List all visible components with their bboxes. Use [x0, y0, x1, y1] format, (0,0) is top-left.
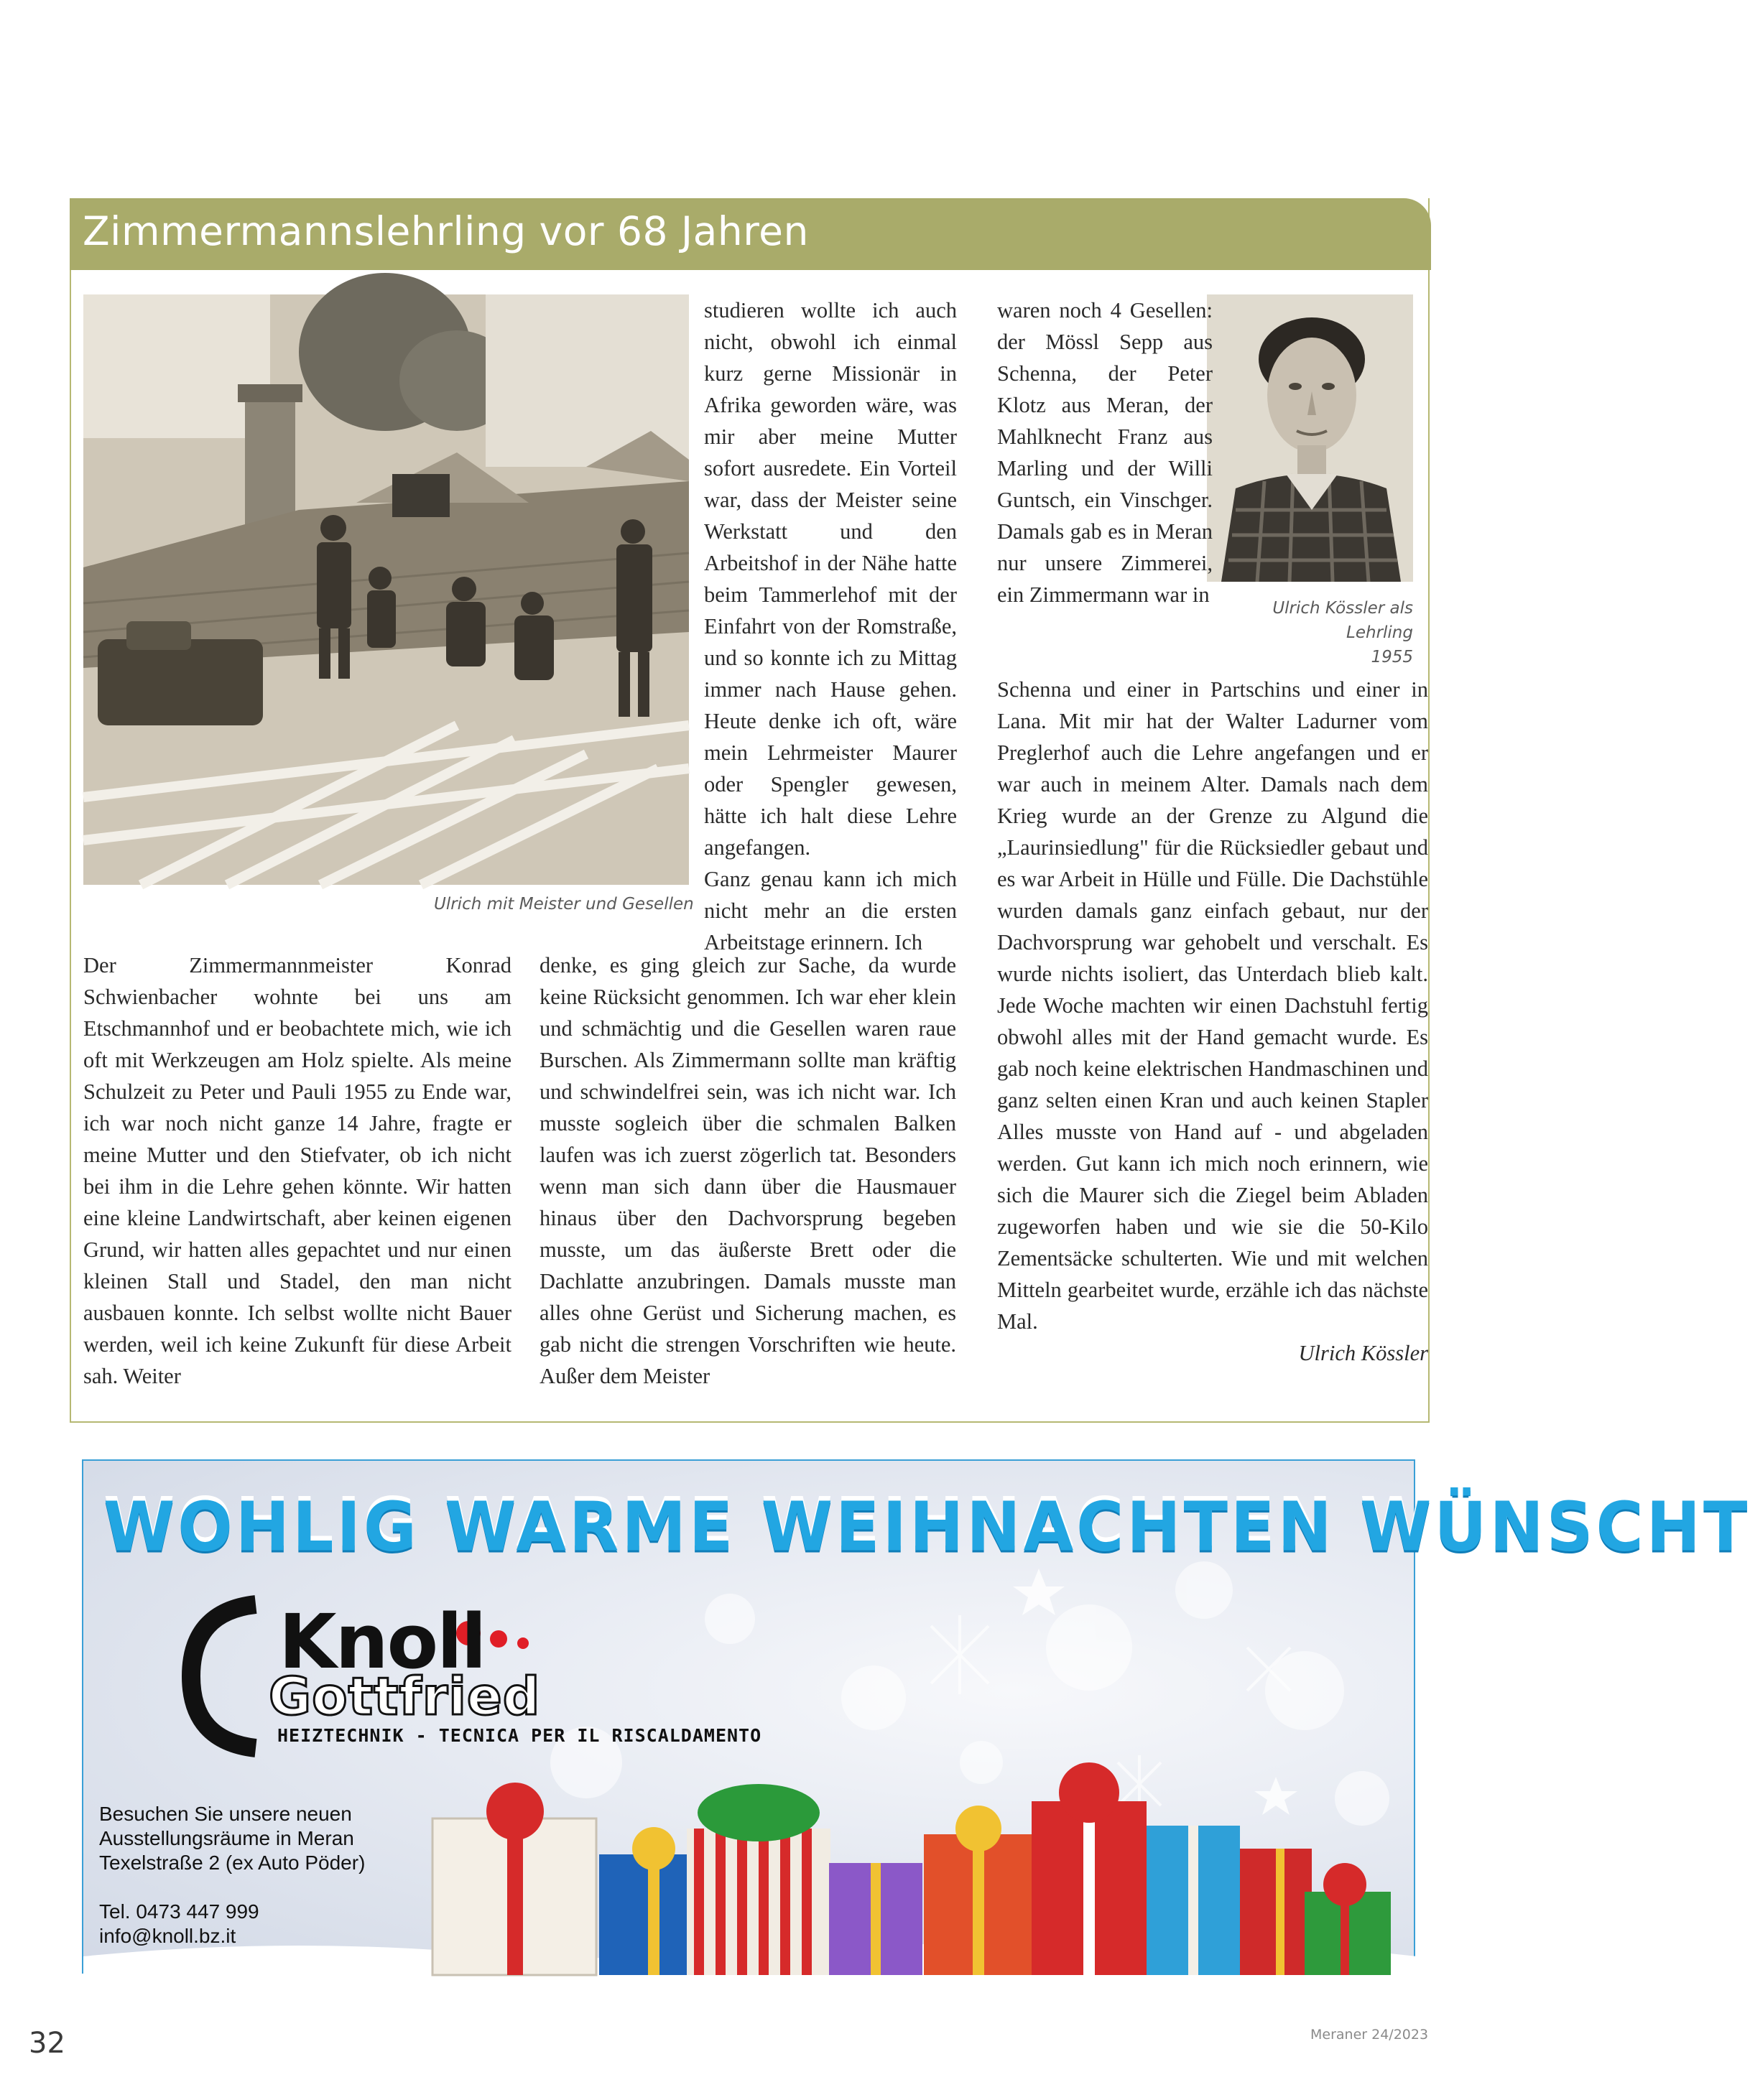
- article-column-3-top: [997, 294, 1213, 610]
- article-header-bar: [70, 198, 1431, 270]
- paragraph-2: studieren wollte ich auch nicht, obwohl ich einmal kurz gerne Missionär in Afrika geworden wäre, was mir aber meine Mutter sofort ausredete. Ein Vorteil war, dass der Meister seine Werkstatt und den Arbeitshof in der Nähe hatte beim Tammerlehof mit der Einfahrt von der Romstraße, und so konnte ich zu Mittag immer nach Hause gehen. Heute denke ich oft, wäre mein Lehrmeister Maurer oder Spengler gewesen, hätte ich halt diese Lehre angefangen.: [704, 298, 957, 860]
- paragraph-4-continued: Schenna und einer in Partschins und einer in Lana. Mit mir hat der Walter Ladurner vom Preglerhof auch die Lehre angefangen und er war auch in meinem Alter. Damals nach dem Krieg wurde an der Grenze zu Algund die „Laurinsiedlung" für die Rücksiedler gebaut und es war Arbeit in Hülle und Fülle. Die Dachstühle wurden damals ganz einfach gebaut, nur der Dachvorsprung war gehobelt und verschalt. Es wurde nichts isoliert, das Unterdach blieb kalt. Jede Woche machten wir einen Dachstuhl fertig obwohl alles mit der Hand gemacht wurde. Es gab noch keine elektrischen Handmaschinen und ganz selten einen Kran und auch keinen Stapler Alles musste von Hand auf - und abgeladen werden. Gut kann ich mich noch erinnern, wie sich die Maurer sich die Ziegel beim Abladen zugeworfen haben und wie sie die 50-Kilo Zementsäcke schulterten. Wie und mit welchen Mitteln gearbeitet wurde, erzähle ich das nächste Mal.: [997, 677, 1428, 1334]
- paragraph-3-start: Ganz genau kann ich mich nicht mehr an die ersten Arbeitstage erinnern. Ich: [704, 867, 957, 954]
- article-title: Zimmermannslehrling vor 68 Jahren: [83, 208, 809, 254]
- photo2-caption-line2: 1955: [1371, 648, 1413, 666]
- page-number: 32: [29, 2027, 65, 2060]
- article-column-3-bottom: [997, 674, 1428, 1369]
- article-column-1: [83, 949, 511, 1392]
- photo-carpenters-on-roof: [83, 294, 689, 885]
- photo-portrait-ulrich: [1207, 294, 1413, 582]
- ad-headline: WOHLIG WARME WEIHNACHTEN WÜNSCHT: [103, 1487, 1750, 1567]
- photo-carpenters-illustration: [83, 294, 689, 885]
- portrait-illustration: [1207, 294, 1413, 582]
- photo2-caption: [1214, 596, 1413, 669]
- ad-phone: Tel. 0473 447 999: [99, 1900, 259, 1923]
- issue-label: Meraner 24/2023: [1310, 2027, 1429, 2043]
- paragraph-3-continued: denke, es ging gleich zur Sache, da wurde keine Rücksicht genommen. Ich war eher klein und schmächtig und die Gesellen waren raue Burschen. Als Zimmermann sollte man kräftig und schwindelfrei sein, was ich nicht war. Ich musste sogleich über die schmalen Balken laufen was ich zuerst zögerlich tat. Besonders wenn man sich dann über die Hausmauer hinaus über den Dachvorsprung begeben musste, um das äußerste Brett oder die Dachlatte anzubringen. Damals musste man alles ohne Gerüst und Sicherung machen, es gab nicht die strengen Vorschriften wie heute. Außer dem Meister: [540, 953, 956, 1388]
- article-column-2-bottom: [540, 949, 956, 1392]
- brand-tagline: HEIZTECHNIK - TECNICA PER IL RISCALDAMENTO: [277, 1725, 762, 1746]
- ad-email: info@knoll.bz.it: [99, 1925, 236, 1947]
- article-column-2-top: [704, 294, 957, 958]
- knoll-logo-arc: [191, 1604, 256, 1748]
- photo1-caption: Ulrich mit Meister und Gesellen: [434, 895, 694, 914]
- brand-first-name: Gottfried: [269, 1666, 541, 1727]
- ad-visit-line-1: Besuchen Sie unsere neuen: [99, 1803, 352, 1825]
- advertisement-knoll: [82, 1459, 1750, 1974]
- logo-dot-3: [517, 1637, 529, 1649]
- paragraph-1: Der Zimmermannmeister Konrad Schwienbacher wohnte bei uns am Etschmannhof und er beobachtete mich, wie ich oft mit Werkzeugen am Holz spielte. Als meine Schulzeit zu Peter und Pauli 1955 zu Ende war, ich war noch nicht ganze 14 Jahre, fragte er meine Mutter und den Stiefvater, ob ich nicht bei ihm in die Lehre gehen könnte. Wir hatten eine kleine Landwirtschaft, aber keinen eigenen Grund, wir hatten alles gepachtet und nur einen kleinen Stall und Stadel, den man nicht ausbauen konnte. Ich selbst wollte nicht Bauer werden, weil ich keine Zukunft für diese Arbeit sah. Weiter: [83, 953, 511, 1388]
- article-author: Ulrich Kössler: [1298, 1341, 1428, 1365]
- photo2-caption-line1: Ulrich Kössler als Lehrling: [1272, 599, 1413, 642]
- ad-visit-line-3: Texelstraße 2 (ex Auto Pöder): [99, 1852, 366, 1874]
- ad-visit-line-2: Ausstellungsräume in Meran: [99, 1827, 354, 1849]
- logo-dot-2: [490, 1630, 507, 1648]
- paragraph-4: waren noch 4 Gesellen: der Mössl Sepp aus Schenna, der Peter Klotz aus Meran, der Mahlknecht Franz aus Marling und der Willi Guntsch, ein Vinschger. Damals gab es in Meran nur unsere Zimmerei, ein Zimmermann war in: [997, 298, 1213, 607]
- brand-name-knoll: Knoll: [279, 1598, 486, 1686]
